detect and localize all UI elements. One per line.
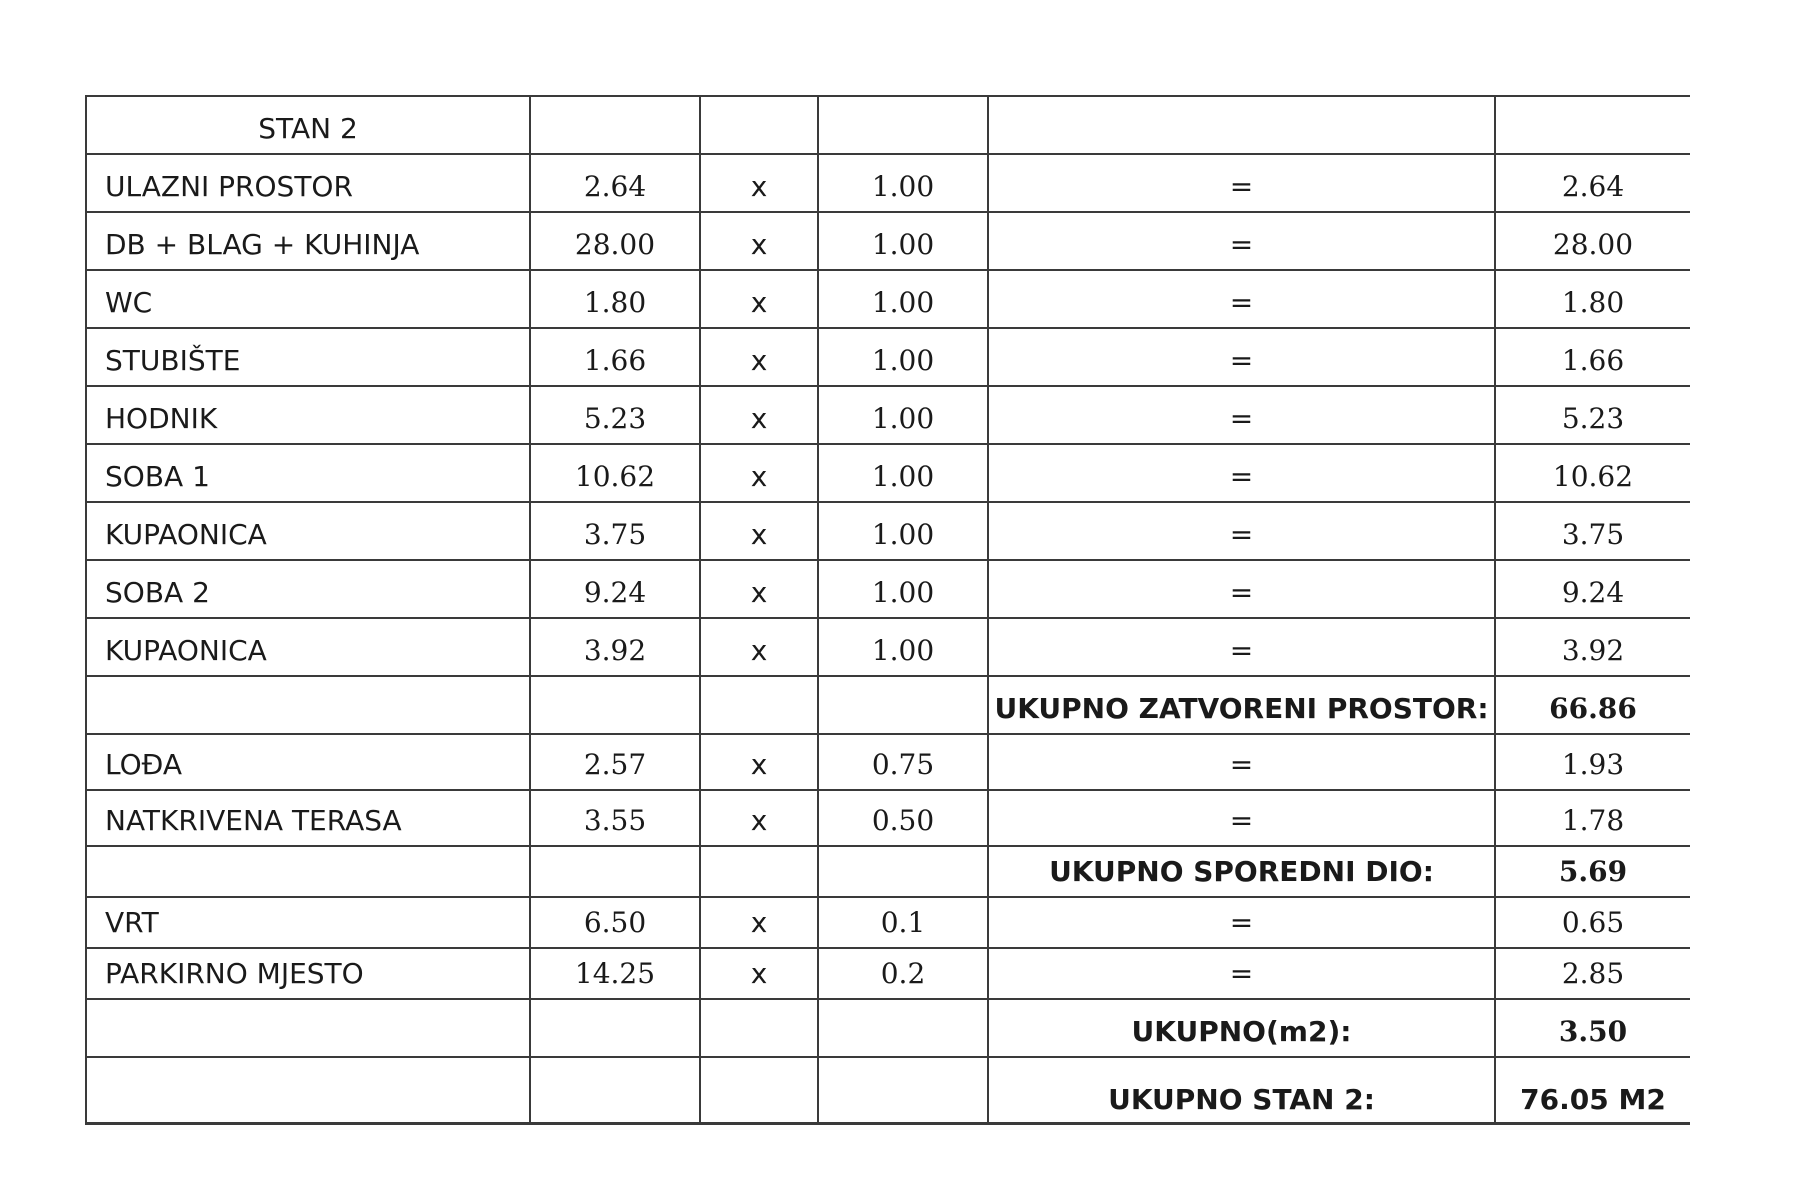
coefficient: 1.00 <box>818 154 988 212</box>
room-area: 2.64 <box>530 154 700 212</box>
equals-sign: = <box>988 897 1495 948</box>
row-result: 0.65 <box>1495 897 1690 948</box>
area-table-body <box>86 96 1690 1123</box>
empty-cell <box>700 846 818 897</box>
equals-sign: = <box>988 328 1495 386</box>
outdoor-total-label: UKUPNO(m2): <box>988 999 1495 1057</box>
table-row <box>86 328 1690 386</box>
empty-cell <box>86 999 530 1057</box>
secondary-total-row <box>86 846 1690 897</box>
room-name: HODNIK <box>86 386 530 444</box>
coefficient: 1.00 <box>818 502 988 560</box>
secondary-total-value: 5.69 <box>1495 846 1690 897</box>
grand-total-value: 76.05 M2 <box>1495 1057 1690 1123</box>
coefficient: 0.1 <box>818 897 988 948</box>
empty-cell <box>818 846 988 897</box>
row-result: 28.00 <box>1495 212 1690 270</box>
multiply-sign: x <box>700 790 818 846</box>
apartment-title: STAN 2 <box>86 96 530 154</box>
room-name: NATKRIVENA TERASA <box>86 790 530 846</box>
room-name: SOBA 1 <box>86 444 530 502</box>
equals-sign: = <box>988 386 1495 444</box>
table-row <box>86 897 1690 948</box>
row-result: 1.66 <box>1495 328 1690 386</box>
room-name: PARKIRNO MJESTO <box>86 948 530 999</box>
empty-cell <box>818 676 988 734</box>
multiply-sign: x <box>700 502 818 560</box>
empty-cell <box>988 96 1495 154</box>
room-area: 28.00 <box>530 212 700 270</box>
room-area: 9.24 <box>530 560 700 618</box>
coefficient: 1.00 <box>818 618 988 676</box>
empty-cell <box>700 999 818 1057</box>
room-area: 6.50 <box>530 897 700 948</box>
room-name: STUBIŠTE <box>86 328 530 386</box>
empty-cell <box>530 999 700 1057</box>
room-area: 5.23 <box>530 386 700 444</box>
coefficient: 1.00 <box>818 560 988 618</box>
area-calculation-table <box>85 95 1690 1125</box>
grand-total-label: UKUPNO STAN 2: <box>988 1057 1495 1123</box>
row-result: 9.24 <box>1495 560 1690 618</box>
room-area: 1.80 <box>530 270 700 328</box>
room-name: WC <box>86 270 530 328</box>
row-result: 1.93 <box>1495 734 1690 790</box>
multiply-sign: x <box>700 328 818 386</box>
coefficient: 1.00 <box>818 444 988 502</box>
outdoor-total-row <box>86 999 1690 1057</box>
equals-sign: = <box>988 212 1495 270</box>
room-area: 1.66 <box>530 328 700 386</box>
empty-cell <box>818 1057 988 1123</box>
equals-sign: = <box>988 560 1495 618</box>
multiply-sign: x <box>700 154 818 212</box>
room-area: 14.25 <box>530 948 700 999</box>
coefficient: 0.75 <box>818 734 988 790</box>
row-result: 5.23 <box>1495 386 1690 444</box>
room-name: DB + BLAG + KUHINJA <box>86 212 530 270</box>
room-name: KUPAONICA <box>86 618 530 676</box>
coefficient: 1.00 <box>818 328 988 386</box>
empty-cell <box>700 676 818 734</box>
row-result: 1.78 <box>1495 790 1690 846</box>
grand-total-row <box>86 1057 1690 1123</box>
room-area: 3.92 <box>530 618 700 676</box>
outdoor-total-value: 3.50 <box>1495 999 1690 1057</box>
equals-sign: = <box>988 618 1495 676</box>
room-area: 3.75 <box>530 502 700 560</box>
row-result: 2.64 <box>1495 154 1690 212</box>
empty-cell <box>530 1057 700 1123</box>
closed-total-row <box>86 676 1690 734</box>
coefficient: 1.00 <box>818 386 988 444</box>
equals-sign: = <box>988 734 1495 790</box>
empty-cell <box>1495 96 1690 154</box>
room-area: 10.62 <box>530 444 700 502</box>
room-area: 3.55 <box>530 790 700 846</box>
equals-sign: = <box>988 154 1495 212</box>
multiply-sign: x <box>700 270 818 328</box>
room-name: SOBA 2 <box>86 560 530 618</box>
coefficient: 1.00 <box>818 212 988 270</box>
row-result: 3.75 <box>1495 502 1690 560</box>
table-row <box>86 948 1690 999</box>
table-row <box>86 270 1690 328</box>
multiply-sign: x <box>700 948 818 999</box>
multiply-sign: x <box>700 897 818 948</box>
empty-cell <box>700 1057 818 1123</box>
row-result: 1.80 <box>1495 270 1690 328</box>
empty-cell <box>86 846 530 897</box>
table-row <box>86 790 1690 846</box>
table-row <box>86 502 1690 560</box>
table-row <box>86 560 1690 618</box>
empty-cell <box>530 676 700 734</box>
empty-cell <box>86 1057 530 1123</box>
empty-cell <box>700 96 818 154</box>
empty-cell <box>818 96 988 154</box>
room-name: VRT <box>86 897 530 948</box>
equals-sign: = <box>988 444 1495 502</box>
equals-sign: = <box>988 948 1495 999</box>
room-name: LOĐA <box>86 734 530 790</box>
table-row <box>86 154 1690 212</box>
closed-total-value: 66.86 <box>1495 676 1690 734</box>
secondary-total-label: UKUPNO SPOREDNI DIO: <box>988 846 1495 897</box>
multiply-sign: x <box>700 212 818 270</box>
table-row <box>86 444 1690 502</box>
multiply-sign: x <box>700 444 818 502</box>
equals-sign: = <box>988 790 1495 846</box>
equals-sign: = <box>988 502 1495 560</box>
multiply-sign: x <box>700 386 818 444</box>
row-result: 10.62 <box>1495 444 1690 502</box>
room-name: KUPAONICA <box>86 502 530 560</box>
row-result: 3.92 <box>1495 618 1690 676</box>
table-row <box>86 734 1690 790</box>
header-row <box>86 96 1690 154</box>
empty-cell <box>818 999 988 1057</box>
multiply-sign: x <box>700 560 818 618</box>
table-row <box>86 212 1690 270</box>
empty-cell <box>86 676 530 734</box>
room-name: ULAZNI PROSTOR <box>86 154 530 212</box>
coefficient: 1.00 <box>818 270 988 328</box>
equals-sign: = <box>988 270 1495 328</box>
coefficient: 0.2 <box>818 948 988 999</box>
room-area: 2.57 <box>530 734 700 790</box>
row-result: 2.85 <box>1495 948 1690 999</box>
table-row <box>86 618 1690 676</box>
multiply-sign: x <box>700 618 818 676</box>
table-row <box>86 386 1690 444</box>
multiply-sign: x <box>700 734 818 790</box>
coefficient: 0.50 <box>818 790 988 846</box>
closed-total-label: UKUPNO ZATVORENI PROSTOR: <box>988 676 1495 734</box>
empty-cell <box>530 846 700 897</box>
empty-cell <box>530 96 700 154</box>
